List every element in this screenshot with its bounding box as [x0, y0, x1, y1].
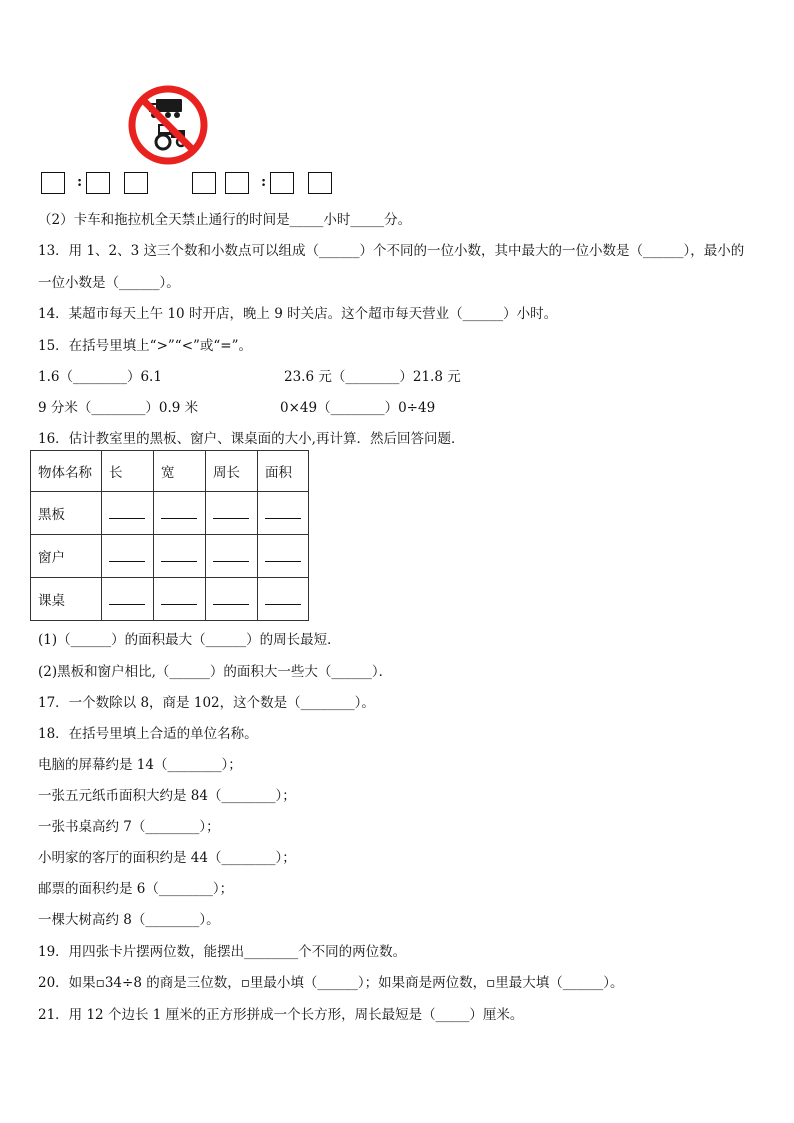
row-label: 窗户 — [31, 535, 102, 578]
time-box-min-tens[interactable] — [86, 172, 110, 194]
q15-item-a: 1.6（________）6.1 — [38, 369, 162, 385]
blank-cell[interactable] — [109, 590, 145, 605]
estimate-table — [30, 450, 309, 621]
q20: 20．如果▫34÷8 的商是三位数，▫里最小填（______）；如果商是两位数，▫里最大填（______）。 — [38, 975, 624, 991]
blank-cell[interactable] — [109, 547, 145, 562]
header-cell: 物体名称 — [31, 451, 102, 492]
header-cell: 面积 — [258, 451, 309, 492]
q12-part2: （2）卡车和拖拉机全天禁止通行的时间是_____小时_____分。 — [38, 212, 412, 228]
row-label: 黑板 — [31, 492, 102, 535]
blank-cell[interactable] — [265, 547, 301, 562]
q15-item-d: 0×49（________）0÷49 — [280, 400, 436, 416]
header-cell: 宽 — [154, 451, 206, 492]
q18-item: 小明家的客厅的面积约是 44（________）； — [38, 850, 296, 866]
time-colon: : — [77, 174, 83, 190]
blank-cell[interactable] — [265, 590, 301, 605]
q14: 14．某超市每天上午 10 时开店，晚上 9 时关店。这个超市每天营业（______）小时。 — [38, 306, 558, 322]
table-row — [31, 578, 309, 621]
q16: 16．估计教室里的黑板、窗户、课桌面的大小,再计算．然后回答问题． — [38, 431, 465, 447]
table-header-row — [31, 451, 309, 492]
q19: 19．用四张卡片摆两位数，能摆出________个不同的两位数。 — [38, 944, 407, 960]
q15-item-c: 9 分米（________）0.9 米 — [38, 400, 199, 416]
q13-line2: 一位小数是（______）。 — [38, 275, 180, 291]
blank-cell[interactable] — [213, 547, 249, 562]
time-box-min-tens-2[interactable] — [270, 172, 294, 194]
q16-part2: (2)黑板和窗户相比,（______）的面积大一些大（______）． — [38, 664, 393, 680]
q18: 18．在括号里填上合适的单位名称。 — [38, 726, 258, 742]
blank-cell[interactable] — [161, 547, 197, 562]
q13-line1: 13．用 1、2、3 这三个数和小数点可以组成（______）个不同的一位小数，其中最大的一位小数是（______），最小的 — [38, 243, 745, 259]
blank-cell[interactable] — [265, 504, 301, 519]
q18-item: 一张五元纸币面积大约是 84（________）； — [38, 788, 296, 804]
blank-cell[interactable] — [213, 590, 249, 605]
time-box-hour-tens-2[interactable] — [192, 172, 216, 194]
table-row — [31, 535, 309, 578]
table-row — [31, 492, 309, 535]
time-box-hour-ones-2[interactable] — [225, 172, 249, 194]
row-label: 课桌 — [31, 578, 102, 621]
no-trucks-tractors-sign-icon — [127, 84, 209, 166]
q18-item: 一张书桌高约 7（________）； — [38, 819, 220, 835]
q15: 15．在括号里填上“>”“<”或“=”。 — [38, 338, 253, 354]
q17: 17．一个数除以 8，商是 102，这个数是（________）。 — [38, 695, 375, 711]
blank-cell[interactable] — [161, 590, 197, 605]
q18-item: 邮票的面积约是 6（________）； — [38, 881, 234, 897]
time-box-min-ones[interactable] — [124, 172, 148, 194]
time-colon-2: : — [261, 174, 267, 190]
q18-item: 电脑的屏幕约是 14（________）； — [38, 757, 242, 773]
q15-item-b: 23.6 元（________）21.8 元 — [284, 369, 461, 385]
blank-cell[interactable] — [213, 504, 249, 519]
time-box-hour-tens[interactable] — [41, 172, 65, 194]
time-box-min-ones-2[interactable] — [308, 172, 332, 194]
q18-item: 一棵大树高约 8（________）。 — [38, 912, 220, 928]
q16-part1: (1)（______）的面积最大（______）的周长最短． — [38, 632, 341, 648]
q21: 21．用 12 个边长 1 厘米的正方形拼成一个长方形，周长最短是（_____）厘米。 — [38, 1007, 524, 1023]
header-cell: 周长 — [206, 451, 258, 492]
header-cell: 长 — [102, 451, 154, 492]
blank-cell[interactable] — [109, 504, 145, 519]
blank-cell[interactable] — [161, 504, 197, 519]
